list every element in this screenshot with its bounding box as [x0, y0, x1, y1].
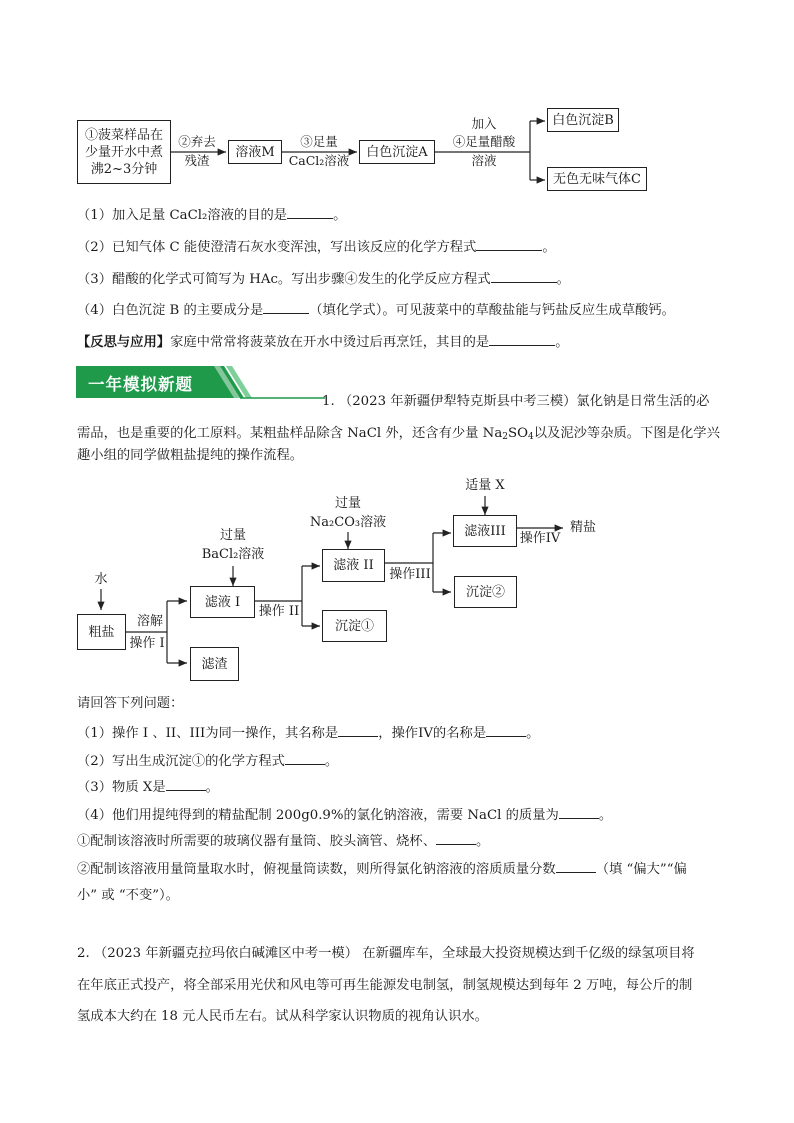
arrow3-label-line1: 加入 [471, 116, 497, 131]
bacl2-label-top: 过量 [219, 528, 246, 543]
box-filtrate-1: 滤液 I [190, 586, 255, 618]
box-precipitate-2: 沉淀② [454, 576, 517, 608]
question2-4-2-cont: 小” 或 “不变”）。 [77, 888, 179, 903]
box-sample-line1: ①菠菜样品在 [84, 127, 163, 143]
operation4-label: 操作IV [519, 531, 561, 546]
questions2-intro: 请回答下列问题： [77, 696, 184, 711]
question2-3: （3）物质 X是 。 [77, 780, 219, 795]
section-title: 一年模拟新题 [88, 375, 193, 394]
problem1-intro-line3: 趣小组的同学做粗盐提纯的操作流程。 [77, 448, 304, 463]
box-white-precipitate-b: 白色沉淀B [547, 108, 619, 132]
problem1-intro-line2: 需品，也是重要的化工原料。某粗盐样品除含 NaCl 外，还含有少量 $Na_2SO_4$以及泥沙等杂质。下图是化学兴 [77, 426, 720, 442]
box-gas-c: 无色无味气体C [547, 167, 647, 191]
box-filtrate-3: 滤液III [453, 515, 517, 547]
refined-salt-label: 精盐 [569, 520, 596, 535]
water-label: 水 [94, 572, 108, 587]
question2-4-2: ②配制该溶液用量筒量取水时，俯视量筒读数，则所得氯化钠溶液的溶质质量分数 （填 “偏大”“偏 [77, 862, 687, 877]
box-white-precipitate-a: 白色沉淀A [359, 140, 435, 164]
problem2-line2: 在年底正式投产，将全部采用光伏和风电等可再生能源发电制氢，制氢规模达到每年 2 万吨，每公斤的制 [77, 978, 693, 993]
x-label: 适量 X [465, 478, 505, 493]
question2-1: （1）操作 I 、II、III为同一操作，其名称是 ，操作IV的名称是 。 [77, 726, 540, 741]
question2-4-1: ①配制该溶液时所需要的玻璃仪器有量筒、胶头滴管、烧杯、 。 [77, 834, 490, 849]
box-filtrate-2: 滤液 II [322, 549, 385, 582]
box-sample-line3: 沸2~3分钟 [90, 161, 158, 177]
problem2-line3: 氢成本大约在 18 元人民币左右。试从科学家认识物质的视角认识水。 [77, 1009, 488, 1024]
box-precipitate-1: 沉淀① [322, 610, 387, 642]
arrow1-label-top: ②弃去 [178, 134, 216, 149]
question2-4: （4）他们用提纯得到的精盐配制 200g0.9%的氯化钠溶液，需要 NaCl 的质量为 。 [77, 808, 613, 823]
arrow2-label-top: ③足量 [300, 134, 338, 149]
box-crude-salt: 粗盐 [77, 614, 126, 650]
question1-4: （4）白色沉淀 B 的主要成分是 （填化学式）。可见菠菜中的草酸盐能与钙盐反应生成草酸钙。 [77, 303, 675, 318]
question1-3: （3）醋酸的化学式可简写为 HAc。写出步骤④发生的化学反应方程式 。 [77, 272, 570, 287]
reflection-line: 【反思与应用】家庭中常常将菠菜放在开水中烫过后再烹饪，其目的是 。 [77, 335, 569, 350]
operation3-label: 操作III [389, 567, 431, 582]
arrow2-label-bottom: CaCl₂溶液 [288, 153, 350, 168]
problem2-line1: 2. （2023 年新疆克拉玛依白碱滩区中考一模） 在新疆库车，全球最大投资规模达到千亿级的绿氢项目将 [77, 946, 695, 961]
arrow3-label-line3: 溶液 [471, 153, 497, 168]
reflection-label: 【反思与应用】 [77, 335, 171, 350]
question2-2: （2）写出生成沉淀①的化学方程式 。 [77, 754, 339, 769]
na2co3-label-bottom: Na₂CO₃溶液 [309, 515, 387, 530]
bacl2-label-bottom: BaCl₂溶液 [201, 547, 265, 562]
arrow1-label-bottom: 残渣 [184, 153, 210, 168]
operation1-label: 操作 I [129, 636, 165, 651]
box-solution-m: 溶液M [228, 140, 282, 164]
na2co3-label-top: 过量 [334, 496, 361, 511]
box-residue: 滤渣 [190, 647, 239, 681]
box-sample-line2: 少量开水中煮 [84, 144, 163, 160]
question1-2: （2）已知气体 C 能使澄清石灰水变浑浊，写出该反应的化学方程式 。 [77, 240, 556, 255]
operation2-label: 操作 II [258, 604, 300, 619]
arrow3-label-line2: ④足量醋酸 [452, 134, 516, 149]
dissolve-label: 溶解 [136, 614, 163, 629]
problem1-intro-line1: 1. （2023 年新疆伊犁特克斯县中考三模）氯化钠是日常生活的必 [322, 394, 710, 409]
question1-1: （1）加入足量 CaCl₂溶液的目的是 。 [77, 208, 347, 223]
